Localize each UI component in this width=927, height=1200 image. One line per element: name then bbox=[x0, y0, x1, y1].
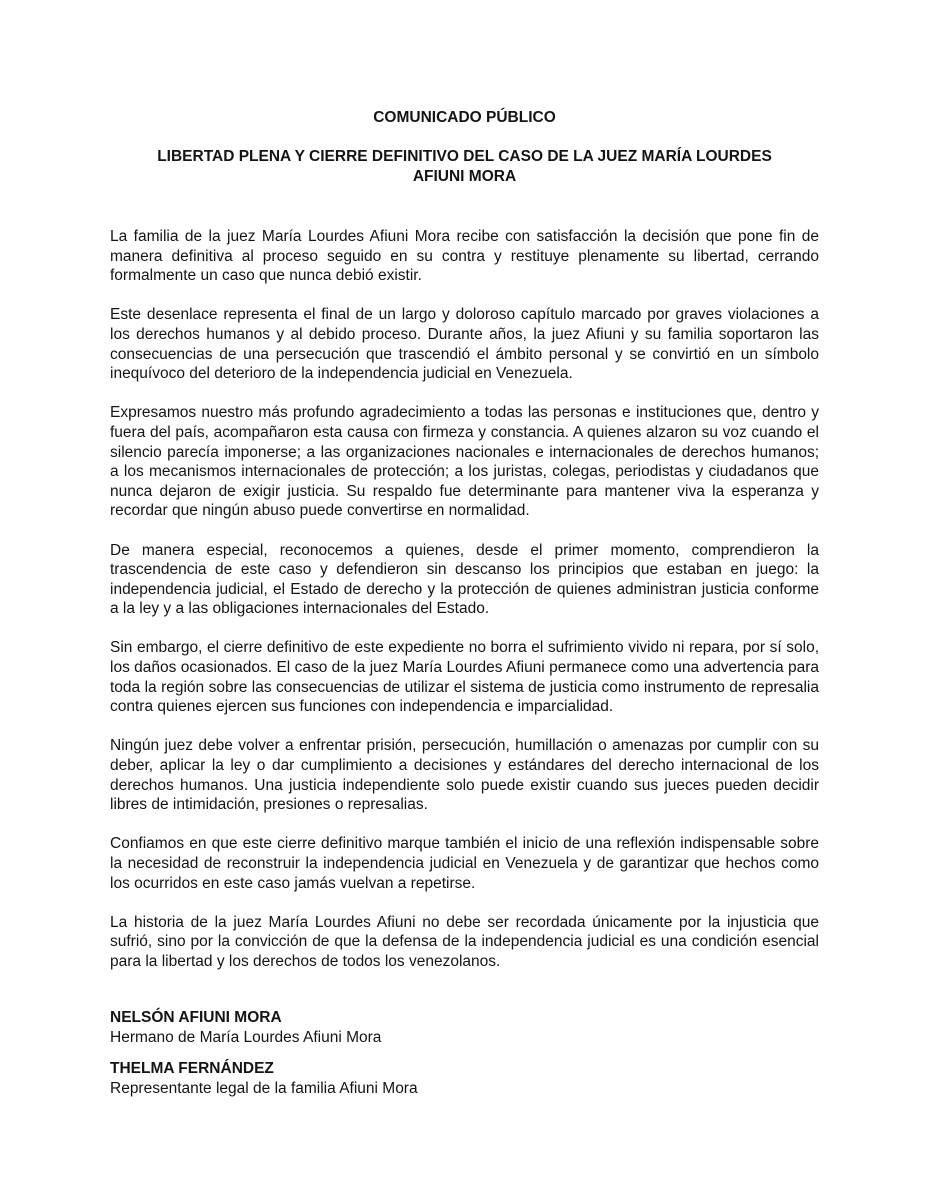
paragraph: Este desenlace representa el final de un largo y doloroso capítulo marcado por graves violaciones a los derechos humanos y al debido proceso. Durante años, la juez Afiuni y su familia soportaron las consecuencias de una persecución que trascendió el ámbito personal y se convirtió en un símbolo inequívoco del deterioro de la independencia judicial en Venezuela. bbox=[110, 306, 819, 383]
paragraph: La familia de la juez María Lourdes Afiuni Mora recibe con satisfacción la decisión que pone fin de manera definitiva al proceso seguido en su contra y restituye plenamente su libertad, cerrando formalmente un caso que nunca debió existir. bbox=[110, 228, 819, 285]
document-subtitle: LIBERTAD PLENA Y CIERRE DEFINITIVO DEL CASO DE LA JUEZ MARÍA LOURDES AFIUNI MORA bbox=[157, 148, 772, 185]
signature bbox=[110, 1008, 819, 1048]
signatory-role: Hermano de María Lourdes Afiuni Mora bbox=[110, 1028, 382, 1046]
signatory-role: Representante legal de la familia Afiuni Mora bbox=[110, 1079, 418, 1097]
signatory-name: NELSÓN AFIUNI MORA bbox=[110, 1008, 282, 1026]
signatory-name: THELMA FERNÁNDEZ bbox=[110, 1059, 274, 1077]
paragraph: La historia de la juez María Lourdes Afiuni no debe ser recordada únicamente por la injusticia que sufrió, sino por la convicción de que la defensa de la independencia judicial es una condición esencial para la libertad y los derechos de todos los venezolanos. bbox=[110, 913, 819, 970]
signature-block bbox=[110, 1008, 819, 1099]
document-body bbox=[110, 227, 819, 972]
paragraph: Sin embargo, el cierre definitivo de este expediente no borra el sufrimiento vivido ni repara, por sí solo, los daños ocasionados. El caso de la juez María Lourdes Afiuni permanece como una advertencia para toda la región sobre las consecuencias de utilizar el sistema de justicia como instrumento de represalia contra quienes ejercen sus funciones con independencia e imparcialidad. bbox=[110, 639, 819, 716]
paragraph: Confiamos en que este cierre definitivo marque también el inicio de una reflexión indispensable sobre la necesidad de reconstruir la independencia judicial en Venezuela y de garantizar que hechos como los ocurridos en este caso jamás vuelvan a repetirse. bbox=[110, 835, 819, 892]
paragraph: Ningún juez debe volver a enfrentar prisión, persecución, humillación o amenazas por cumplir con su deber, aplicar la ley o dar cumplimiento a decisiones y estándares del derecho internacional de los derechos humanos. Una justicia independiente solo puede existir cuando sus jueces pueden decidir libres de intimidación, presiones o represalias. bbox=[110, 737, 819, 814]
paragraph: De manera especial, reconocemos a quienes, desde el primer momento, comprendieron la trascendencia de este caso y defendieron sin descanso los principios que estaban en juego: la independencia judicial, el Estado de derecho y la protección de quienes administran justicia conforme a la ley y a las obligaciones internacionales del Estado. bbox=[110, 541, 819, 618]
document-title: COMUNICADO PÚBLICO bbox=[373, 109, 556, 126]
signature bbox=[110, 1059, 819, 1099]
paragraph: Expresamos nuestro más profundo agradecimiento a todas las personas e instituciones que, dentro y fuera del país, acompañaron esta causa con firmeza y constancia. A quienes alzaron su voz cuando el silencio parecía imponerse; a las organizaciones nacionales e internacionales de derechos humanos; a los mecanismos internacionales de protección; a los juristas, colegas, periodistas y ciudadanos que nunca dejaron de exigir justicia. Su respaldo fue determinante para mantener viva la esperanza y recordar que ningún abuso puede convertirse en normalidad. bbox=[110, 404, 819, 520]
